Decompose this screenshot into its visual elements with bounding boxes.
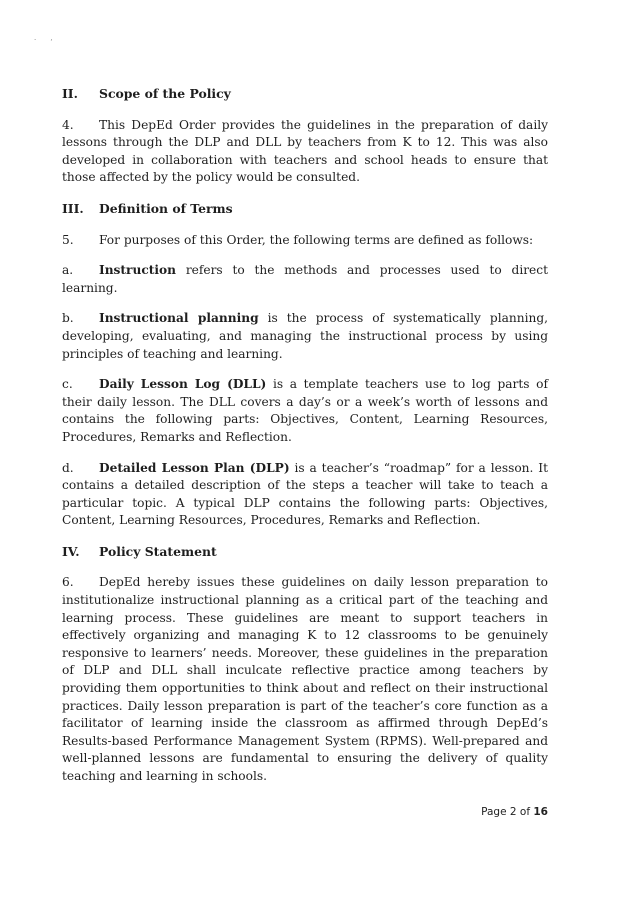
- defined-term: Daily Lesson Log (DLL): [99, 377, 267, 392]
- item-letter: d.: [62, 460, 74, 475]
- paragraph-5: [62, 232, 548, 250]
- item-letter: a.: [62, 263, 74, 278]
- item-letter: c.: [62, 377, 73, 392]
- item-letter: b.: [62, 311, 74, 326]
- paragraph-4: [62, 117, 548, 187]
- page-total: 16: [533, 806, 548, 818]
- defined-term: Instructional planning: [99, 311, 259, 326]
- section-number: II.: [62, 86, 78, 101]
- paragraph-text: This DepEd Order provides the guidelines in the preparation of daily lessons through the DLP and DLL by teachers from K to 12. This was also developed in collaboration with teachers and school heads to ensure that those affected by the policy would be consulted.: [62, 117, 548, 185]
- defined-term: Instruction: [99, 263, 177, 278]
- defined-term: Detailed Lesson Plan (DLP): [99, 460, 290, 475]
- paragraph-text: DepEd hereby issues these guidelines on daily lesson preparation to institutionalize instructional planning as a critical part of the teaching and learning process. These guidelines are meant to support teachers in effectively organizing and managing K to 12 classrooms to be genuinely responsive to learners’ needs. Moreover, these guidelines in the preparation of DLP and DLL shall inculcate reflective practice among teachers by providing them opportunities to think about and reflect on their instructional practices. Daily lesson preparation is part of the teacher’s core function as a facilitator of learning inside the classroom as affirmed through DepEd’s Results-based Performance Management System (RPMS). Well-prepared and well-planned lessons are fundamental to ensuring the delivery of quality teaching and learning in schools.: [62, 575, 548, 783]
- definition-dll: [62, 376, 548, 446]
- section-number: III.: [62, 200, 84, 216]
- page-number-prefix: Page 2 of: [481, 806, 534, 818]
- section-title: Scope of the Policy: [99, 86, 231, 101]
- section-title: Definition of Terms: [99, 200, 233, 216]
- paragraph-6: [62, 574, 548, 785]
- section-heading-scope: [62, 85, 548, 103]
- definition-text: refers to the methods and processes used to direct learning.: [62, 263, 548, 295]
- definition-dlp: [62, 460, 548, 530]
- section-number: IV.: [62, 543, 80, 559]
- paragraph-number: 6.: [62, 575, 74, 590]
- definition-instructional-planning: [62, 310, 548, 363]
- definition-text: is the process of systematically planning, developing, evaluating, and managing the instructional process by using principles of teaching and learning.: [62, 311, 549, 361]
- section-heading-definitions: [62, 200, 548, 218]
- paragraph-number: 5.: [62, 232, 74, 247]
- definition-text: is a template teachers use to log parts of their daily lesson. The DLL covers a day’s or a week’s worth of lessons and contains the following parts: Objectives, Content, Learning Resources, Procedures, Remarks and Reflection.: [62, 377, 548, 444]
- section-heading-policy: [62, 543, 548, 561]
- paragraph-text: For purposes of this Order, the following terms are defined as follows:: [99, 232, 534, 247]
- definition-text: is a teacher’s “roadmap” for a lesson. It contains a detailed description of the steps a teacher will take to teach a particular topic. A typical DLP contains the following parts: Objectives, Content, Learning Resources, Procedures, Remarks and Reflection.: [62, 460, 548, 528]
- section-title: Policy Statement: [99, 543, 217, 559]
- scan-marks: . ,: [34, 34, 59, 42]
- definition-instruction: [62, 262, 548, 297]
- paragraph-number: 4.: [62, 117, 74, 132]
- page-number: [481, 806, 548, 818]
- page-content: [62, 85, 548, 799]
